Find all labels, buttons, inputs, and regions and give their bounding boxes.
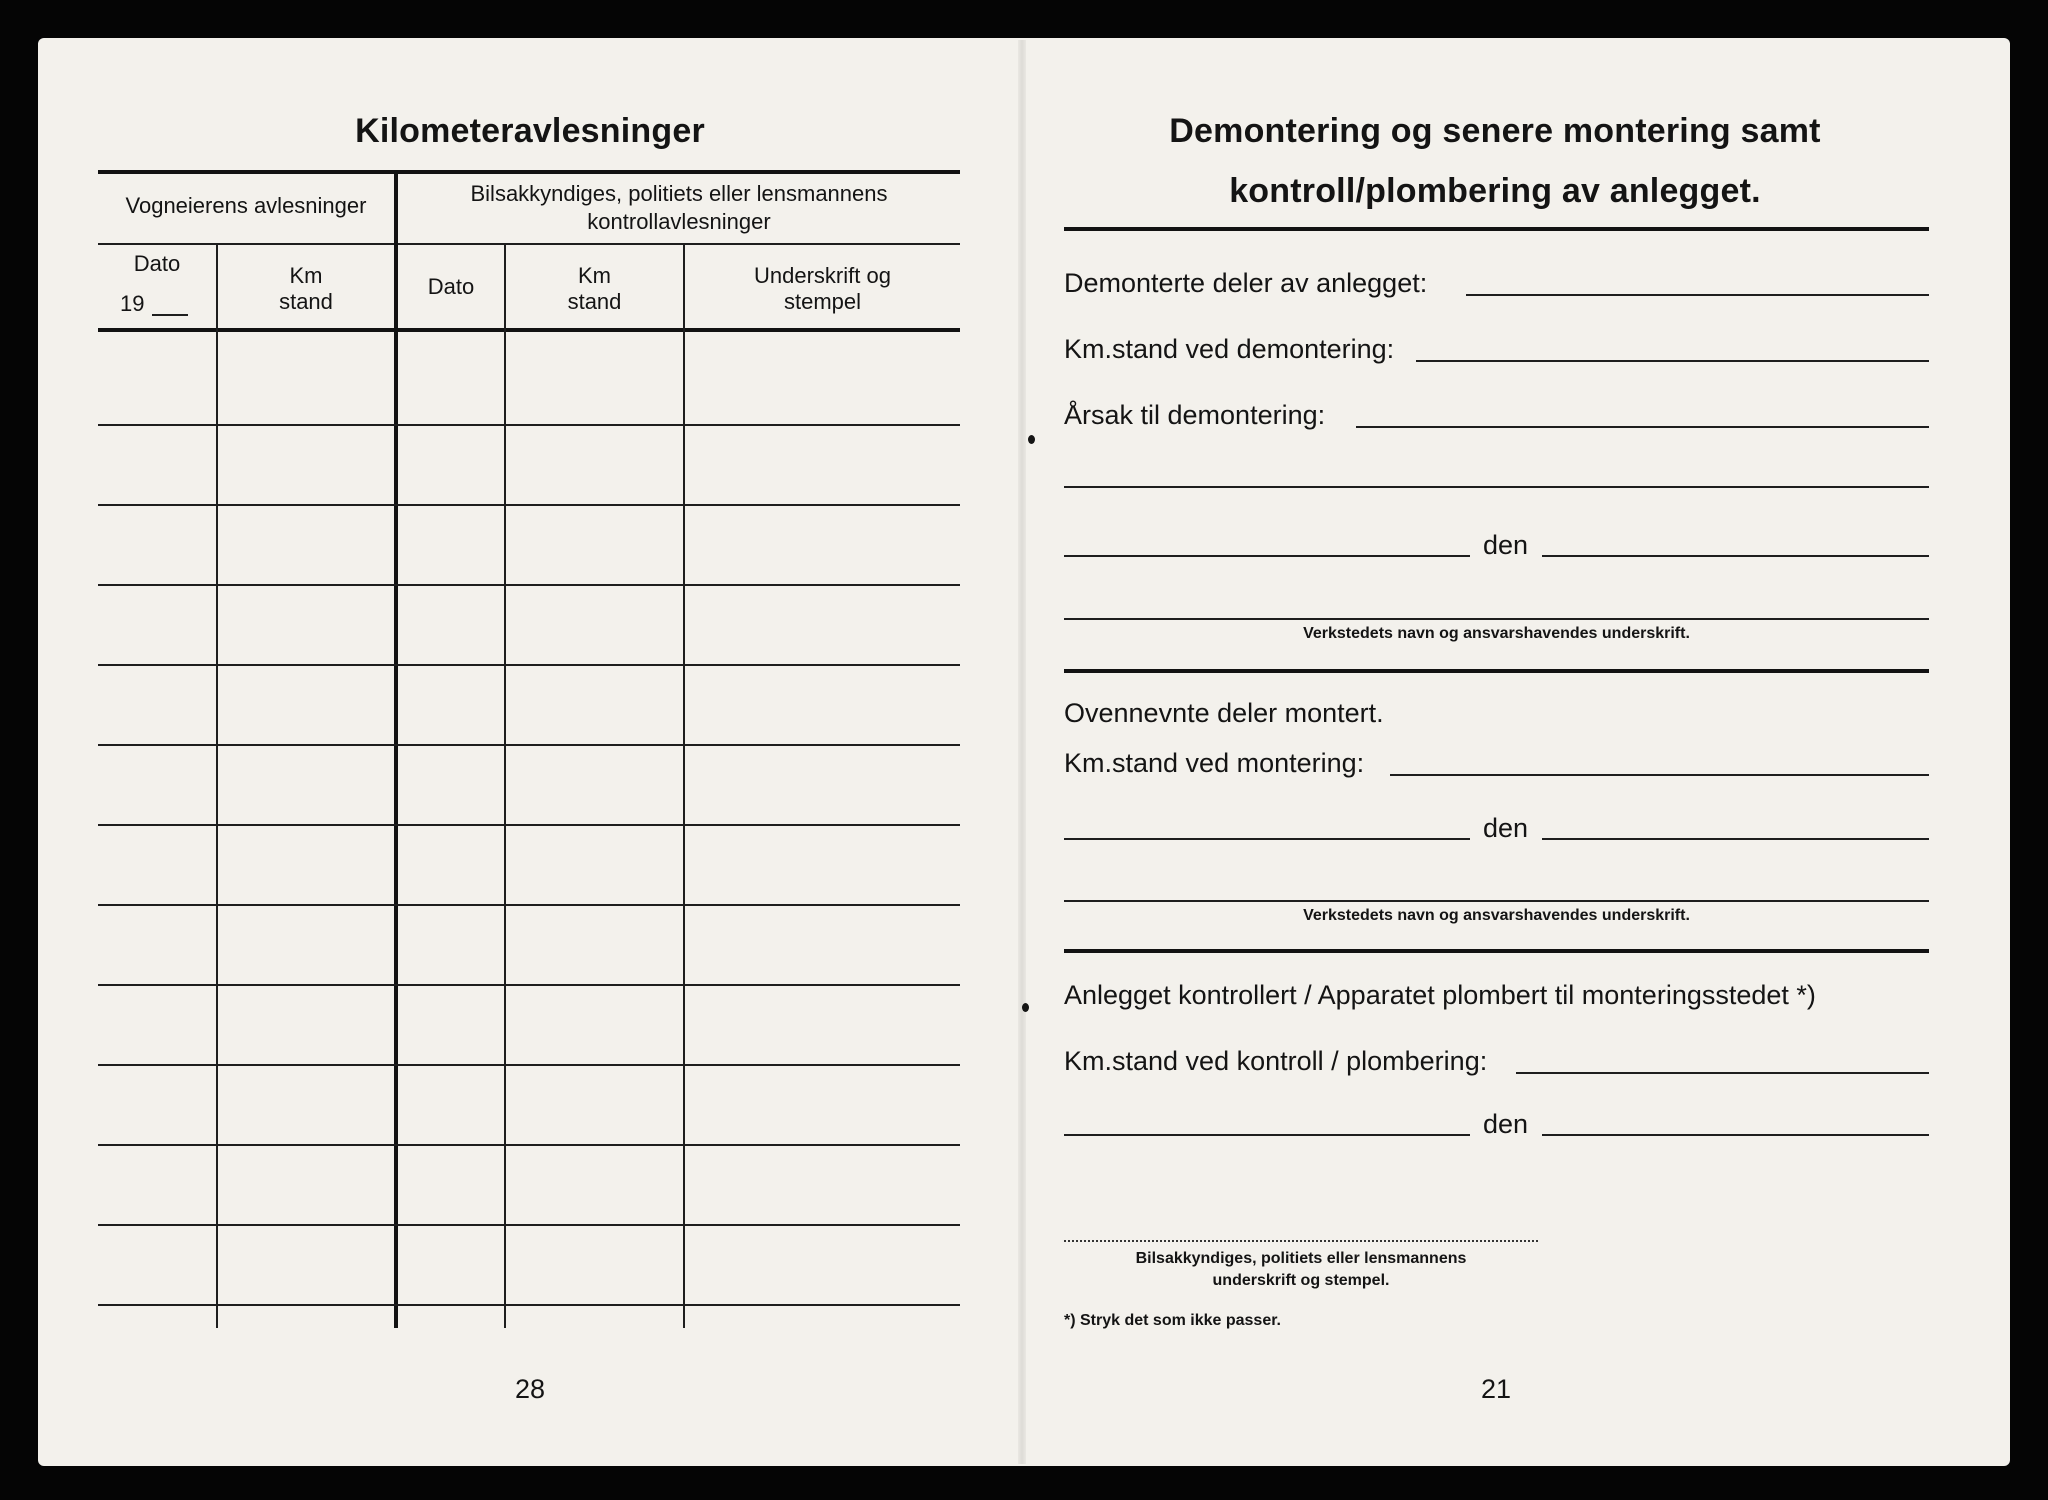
col-header-dato: Dato (133, 251, 181, 276)
left-page-number: 28 (514, 1374, 546, 1404)
den-label-2: den (1483, 813, 1529, 843)
table-group-divider (394, 170, 398, 1328)
footnote: *) Stryk det som ikke passer. (1064, 1312, 1281, 1329)
table-row-rule (98, 824, 960, 826)
table-header-bottom-rule (98, 328, 960, 332)
km-mounting-field[interactable] (1390, 774, 1929, 776)
col-header-dato-control: Dato (427, 274, 475, 299)
table-col-divider-2 (504, 243, 506, 1328)
reason-field[interactable] (1356, 426, 1929, 428)
workshop-signature-caption-1: Verkstedets navn og ansvarshavendes underskrift. (1303, 625, 1690, 642)
mounted-label: Ovennevnte deler montert. (1064, 698, 1384, 728)
den-label-3: den (1483, 1109, 1529, 1139)
km-dismantling-label: Km.stand ved demontering: (1064, 334, 1395, 364)
section-divider-2 (1064, 949, 1929, 953)
table-row-rule (98, 664, 960, 666)
inspector-signature-caption-line1: Bilsakkyndiges, politiets eller lensmannens (1135, 1250, 1467, 1267)
km-dismantling-field[interactable] (1416, 360, 1929, 362)
place-field-3[interactable] (1064, 1134, 1470, 1136)
table-row-rule (98, 1304, 960, 1306)
staple-hole-lower (1022, 1003, 1029, 1012)
table-col-divider-3 (683, 243, 685, 1328)
date-field-1[interactable] (1542, 555, 1929, 557)
km-mounting-label: Km.stand ved montering: (1064, 748, 1365, 778)
owner-readings-header: Vogneierens avlesninger (125, 193, 367, 218)
table-row-rule (98, 1224, 960, 1226)
table-row-rule (98, 744, 960, 746)
controlled-label: Anlegget kontrollert / Apparatet plombert til monteringsstedet *) (1064, 980, 1816, 1010)
table-row-rule (98, 584, 960, 586)
table-row-rule (98, 504, 960, 506)
col-header-year: 19 (120, 291, 145, 316)
reason-field-continued[interactable] (1064, 486, 1929, 488)
year-fill-line (152, 314, 188, 316)
table-row-rule (98, 904, 960, 906)
table-row-rule (98, 424, 960, 426)
dismantled-parts-label: Demonterte deler av anlegget: (1064, 268, 1428, 298)
control-readings-header-line1: Bilsakkyndiges, politiets eller lensmannens (470, 181, 888, 206)
control-header-rule (398, 243, 960, 245)
title-rule (1064, 227, 1929, 231)
col-header-km: Km (289, 263, 323, 288)
right-page-title-line1: Demontering og senere montering samt (1169, 112, 1821, 150)
place-field-1[interactable] (1064, 555, 1470, 557)
control-readings-header-line2: kontrollavlesninger (587, 209, 771, 234)
table-top-rule (98, 170, 960, 174)
date-field-3[interactable] (1542, 1134, 1929, 1136)
place-field-2[interactable] (1064, 838, 1470, 840)
right-page-title-line2: kontroll/plombering av anlegget. (1229, 172, 1761, 210)
col-header-stand-control: stand (567, 289, 622, 314)
col-header-signature-line2: stempel (783, 289, 862, 314)
owner-header-rule (98, 243, 394, 245)
inspector-signature-field[interactable] (1064, 1240, 1538, 1242)
table-row-rule (98, 1144, 960, 1146)
table-row-rule (98, 1064, 960, 1066)
section-divider-1 (1064, 669, 1929, 673)
dismantled-parts-field[interactable] (1466, 294, 1929, 296)
staple-hole-upper (1028, 435, 1035, 444)
workshop-signature-field-2[interactable] (1064, 900, 1929, 902)
workshop-signature-field-1[interactable] (1064, 618, 1929, 620)
date-field-2[interactable] (1542, 838, 1929, 840)
col-header-stand: stand (279, 289, 333, 314)
right-page-number: 21 (1480, 1374, 1512, 1404)
col-header-signature-line1: Underskrift og (754, 263, 891, 288)
col-header-km-control: Km (578, 263, 611, 288)
workshop-signature-caption-2: Verkstedets navn og ansvarshavendes underskrift. (1303, 907, 1690, 924)
left-page-title: Kilometeravlesninger (355, 112, 705, 150)
km-control-label: Km.stand ved kontroll / plombering: (1064, 1046, 1488, 1076)
center-fold (1018, 40, 1026, 1464)
reason-label: Årsak til demontering: (1064, 400, 1326, 430)
table-col-divider-1 (216, 243, 218, 1328)
inspector-signature-caption-line2: underskrift og stempel. (1212, 1272, 1390, 1289)
table-row-rule (98, 984, 960, 986)
km-control-field[interactable] (1516, 1072, 1929, 1074)
den-label-1: den (1483, 530, 1529, 560)
